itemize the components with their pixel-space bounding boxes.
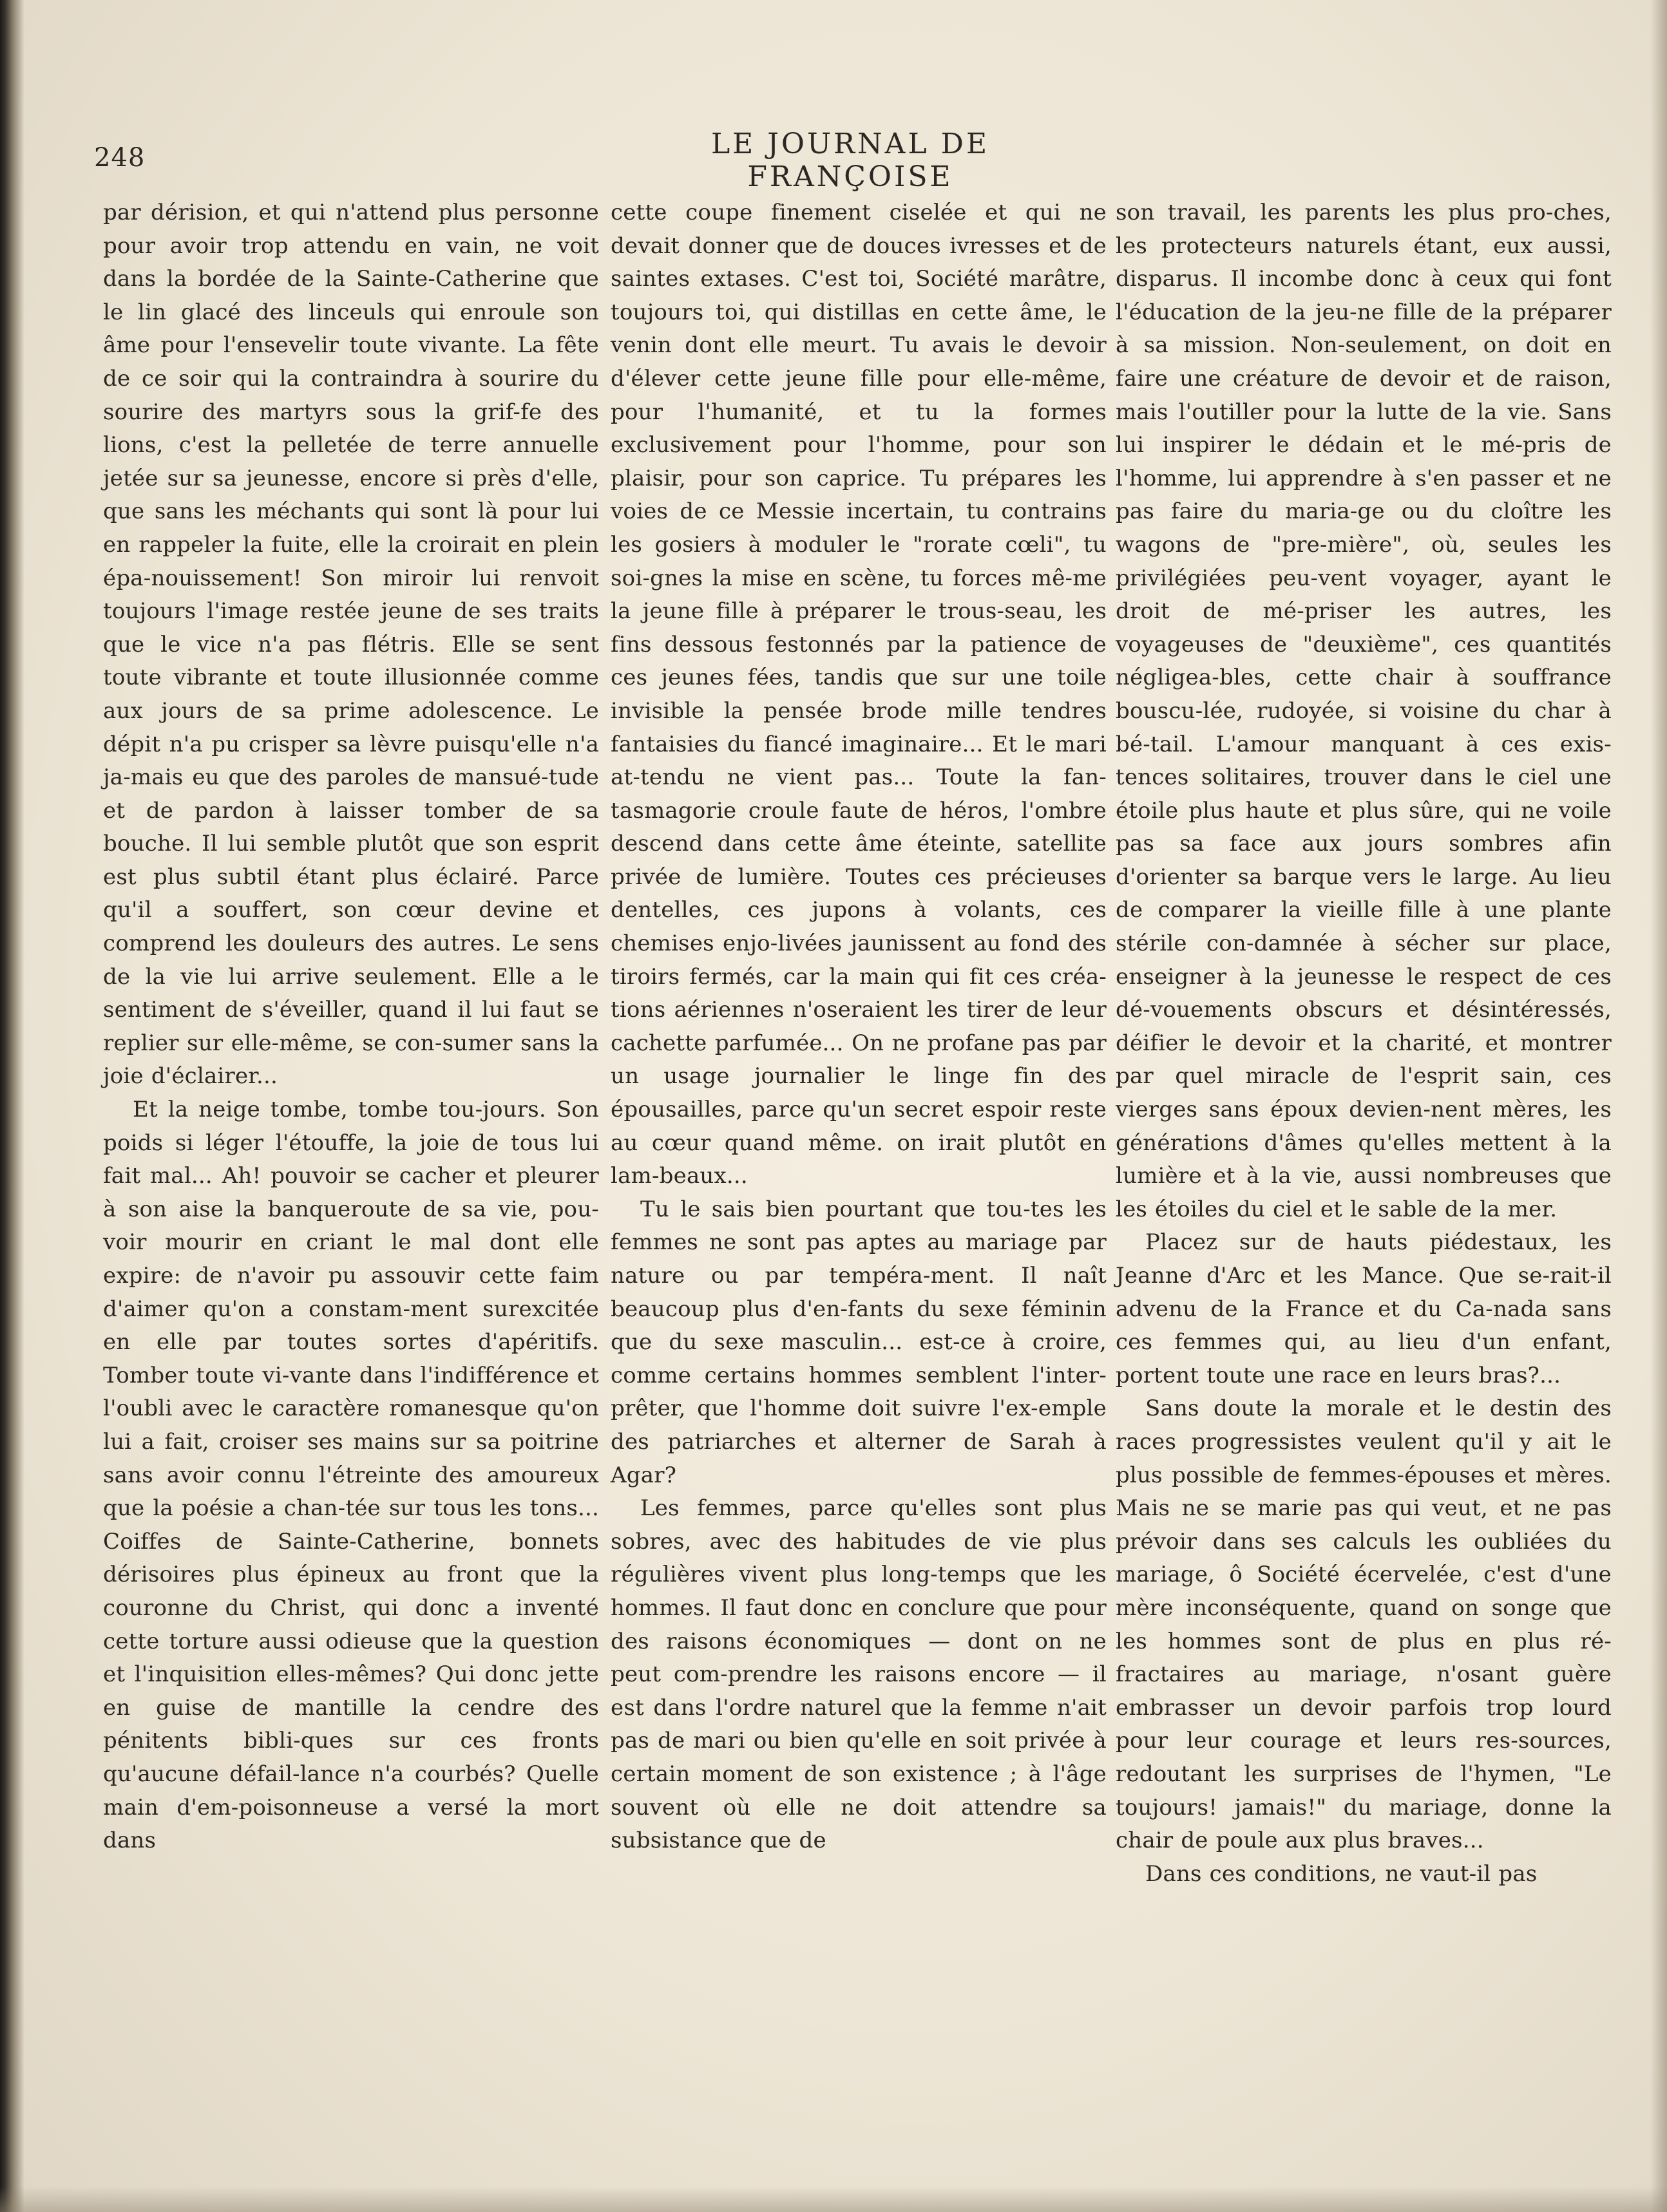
binding-shadow [0, 0, 24, 2212]
text-column-1 [103, 196, 599, 1858]
paragraph: Les femmes, parce qu'elles sont plus sobres, avec des habitudes de vie plus régulières vivent plus long-temps que les hommes. Il faut donc en conclure que pour des raisons économiques — dont on ne peut com-prendre les raisons encore — il est dans l'ordre naturel que la femme n'ait pas de mari ou bien qu'elle en soit privée à certain moment de son existence ; à l'âge souvent où elle ne doit attendre sa subsistance que de [611, 1495, 1107, 1854]
page-edge-right [1650, 0, 1667, 2212]
paragraph: Et la neige tombe, tombe tou-jours. Son poids si léger l'étouffe, la joie de tous lui fait mal... Ah! pouvoir se cacher et pleurer à son aise la banqueroute de sa vie, pou-voir mourir en criant le mal dont elle expire: de n'avoir pu assouvir cette faim d'aimer qu'on a constam-ment surexcitée en elle par toutes sortes d'apéritifs. Tomber toute vi-vante dans l'indifférence et l'oubli avec le caractère romanesque qu'on lui a fait, croiser ses mains sur sa poitrine sans avoir connu l'étreinte des amoureux que la poésie a chan-tée sur tous les tons... Coiffes de Sainte-Catherine, bonnets dérisoires plus épineux au front que la couronne du Christ, qui donc a inventé cette torture aussi odieuse que la question et l'inquisition elles-mêmes? Qui donc jette en guise de mantille la cendre des pénitents bibli-ques sur ces fronts qu'aucune défail-lance n'a courbés? Quelle main d'em-poisonneuse a versé la mort dans [103, 1097, 599, 1854]
page-number: 248 [94, 143, 146, 173]
paragraph: son travail, les parents les plus pro-ches, les protecteurs naturels étant, eux aussi, disparus. Il incombe donc à ceux qui font l'éducation de la jeu-ne fille de la préparer à sa mission. Non-seulement, on doit en faire une créature de devoir et de raison, mais l'outiller pour la lutte de la vie. Sans lui inspirer le dédain et le mé-pris de l'homme, lui apprendre à s'en passer et ne pas faire du maria-ge ou du cloître les wagons de "pre-mière", où, seules les privilégiées peu-vent voyager, ayant le droit de mé-priser les autres, les voyageuses de "deuxième", ces quantités négligea-bles, cette chair à souffrance bouscu-lée, rudoyée, si voisine du char à bé-tail. L'amour manquant à ces exis-tences solitaires, trouver dans le ciel une étoile plus haute et plus sûre, qui ne voile pas sa face aux jours sombres afin d'orienter sa barque vers le large. Au lieu de comparer la vieille fille à une plante stérile con-damnée à sécher sur place, enseigner à la jeunesse le respect de ces dé-vouements obscurs et désintéressés, déifier le devoir et la charité, et montrer par quel miracle de l'esprit sain, ces vierges sans époux devien-nent mères, les générations d'âmes qu'elles mettent à la lumière et à la vie, aussi nombreuses que les étoiles du ciel et le sable de la mer. [1116, 200, 1612, 1222]
text-column-2 [611, 196, 1107, 1858]
paragraph: par dérision, et qui n'attend plus personne pour avoir trop attendu en vain, ne voit dans la bordée de la Sainte-Catherine que le lin glacé des linceuls qui enroule son âme pour l'ensevelir toute vivante. La fête de ce soir qui la contraindra à sourire du sourire des martyrs sous la grif-fe des lions, c'est la pelletée de terre annuelle jetée sur sa jeunesse, encore si près d'elle, que sans les méchants qui sont là pour lui en rappeler la fuite, elle la croirait en plein épa-nouissement! Son miroir lui renvoit toujours l'image restée jeune de ses traits que le vice n'a pas flétris. Elle se sent toute vibrante et toute illusionnée comme aux jours de sa prime adolescence. Le dépit n'a pu crisper sa lèvre puisqu'elle n'a ja-mais eu que des paroles de mansué-tude et de pardon à laisser tomber de sa bouche. Il lui semble plutôt que son esprit est plus subtil étant plus éclairé. Parce qu'il a souffert, son cœur devine et comprend les douleurs des autres. Le sens de la vie lui arrive seulement. Elle a le sentiment de s'éveiller, quand il lui faut se replier sur elle-même, se con-sumer sans la joie d'éclairer... [103, 200, 599, 1090]
paragraph: Tu le sais bien pourtant que tou-tes les femmes ne sont pas aptes au mariage par nature ou par tempéra-ment. Il naît beaucoup plus d'en-fants du sexe féminin que du sexe masculin... est-ce à croire, comme certains hommes semblent l'inter-prêter, que l'homme doit suivre l'ex-emple des patriarches et alterner de Sarah à Agar? [611, 1196, 1107, 1488]
paragraph: cette coupe finement ciselée et qui ne devait donner que de douces ivresses et de saintes extases. C'est toi, Société marâtre, toujours toi, qui distillas en cette âme, le venin dont elle meurt. Tu avais le devoir d'élever cette jeune fille pour elle-même, pour l'humanité, et tu la formes exclusivement pour l'homme, pour son plaisir, pour son caprice. Tu prépares les voies de ce Messie incertain, tu contrains les gosiers à moduler le "rorate cœli", tu soi-gnes la mise en scène, tu forces mê-me la jeune fille à préparer le trous-seau, les fins dessous festonnés par la patience de ces jeunes fées, tandis que sur une toile invisible la pensée brode mille tendres fantaisies du fiancé imaginaire... Et le mari at-tendu ne vient pas... Toute la fan-tasmagorie croule faute de héros, l'ombre descend dans cette âme éteinte, satellite privée de lumière. Toutes ces précieuses dentelles, ces jupons à volants, ces chemises enjo-livées jaunissent au fond des tiroirs fermés, car la main qui fit ces créa-tions aériennes n'oseraient les tirer de leur cachette parfumée... On ne profane pas par un usage journalier le linge fin des épousailles, parce qu'un secret espoir reste au cœur quand même. on irait plutôt en lam-beaux... [611, 200, 1107, 1189]
paragraph: Sans doute la morale et le destin des races progressistes veulent qu'il y ait le plus possible de femmes-épouses et mères. Mais ne se marie pas qui veut, et ne pas prévoir dans ses calculs les oubliées du mariage, ô Société écervelée, c'est d'une mère inconséquente, quand on songe que les hommes sont de plus en plus ré-fractaires au mariage, n'osant guère embrasser un devoir parfois trop lourd pour leur courage et leurs res-sources, redoutant les surprises de l'hymen, "Le toujours! jamais!" du mariage, donne la chair de poule aux plus braves... [1116, 1395, 1612, 1854]
running-head-title: LE JOURNAL DE FRANÇOISE [710, 128, 990, 193]
paragraph: Placez sur de hauts piédestaux, les Jeanne d'Arc et les Mance. Que se-rait-il advenu de la France et du Ca-nada sans ces femmes qui, au lieu d'un enfant, portent toute une race en leurs bras?... [1116, 1229, 1612, 1388]
paragraph: Dans ces conditions, ne vaut-il pas [1145, 1860, 1538, 1887]
text-column-3 [1116, 196, 1612, 1891]
page-edge-bottom [0, 2186, 1667, 2212]
